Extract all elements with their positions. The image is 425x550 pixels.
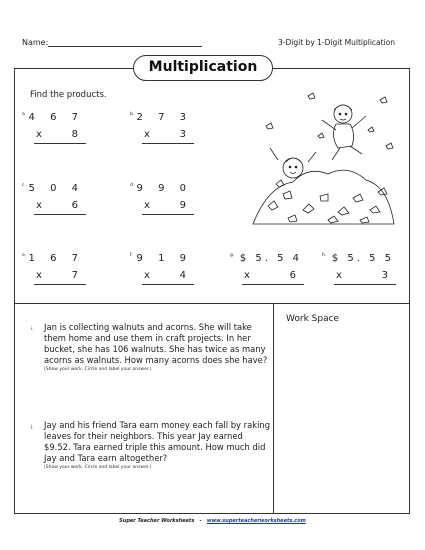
problem-multiplier: 6 [289, 270, 302, 281]
problem-label: g. [230, 253, 235, 258]
problem-b [130, 112, 200, 160]
problem-d [130, 183, 200, 231]
footer-url-link[interactable]: www.superteacherworksheets.com [206, 518, 306, 524]
answer-line [34, 284, 86, 285]
problem-g [230, 253, 310, 301]
word-problem-i [31, 322, 271, 373]
times-sign: x [144, 270, 150, 281]
instructions: Find the products. [30, 90, 107, 100]
problem-multiplicand: 4 6 7 [28, 112, 84, 123]
answer-line [242, 284, 304, 285]
times-sign: x [36, 129, 42, 140]
times-sign: x [336, 270, 342, 281]
problem-c [22, 183, 92, 231]
answer-line [142, 143, 194, 144]
problem-multiplicand: 5 0 4 [28, 183, 84, 194]
section-divider-vertical [273, 303, 274, 514]
word-problem-note: (Show your work. Circle and label your answer.) [44, 367, 152, 372]
worksheet-subtitle: 3-Digit by 1-Digit Multiplication [278, 38, 395, 47]
times-sign: x [36, 270, 42, 281]
name-line[interactable] [48, 46, 202, 47]
times-sign: x [244, 270, 250, 281]
problem-label: d. [130, 183, 135, 188]
word-problem-j [31, 420, 271, 471]
problem-label: a. [22, 112, 27, 117]
times-sign: x [36, 200, 42, 211]
problem-multiplier: 6 [71, 200, 84, 211]
problem-label: b. [130, 112, 135, 117]
problem-multiplier: 8 [71, 129, 84, 140]
answer-line [34, 214, 86, 215]
word-problem-label: j. [31, 425, 34, 430]
problem-multiplicand: $ 5. 5 5 [331, 253, 394, 264]
footer [0, 518, 425, 524]
word-problem-label: i. [31, 327, 34, 332]
leaf-pile-illustration [248, 86, 398, 236]
name-label: Name: [22, 38, 49, 47]
problem-multiplicand: 9 9 0 [136, 183, 192, 194]
word-problem-note: (Show your work. Circle and label your answer.) [44, 465, 152, 470]
footer-separator: - [199, 518, 202, 524]
problem-label: e. [22, 253, 27, 258]
problem-multiplicand: $ 5. 5 4 [239, 253, 302, 264]
problem-e [22, 253, 92, 301]
word-problem-text: Jan is collecting walnuts and acorns. She will take them home and use them in craft projects. In her bucket, she has 106 walnuts. She has twice as many acorns as walnuts. How many acorns does she have? [44, 322, 268, 365]
problem-label: c. [22, 183, 26, 188]
problem-multiplier: 9 [179, 200, 192, 211]
work-space-label: Work Space [286, 314, 340, 324]
problem-label: f. [130, 253, 133, 258]
answer-line [142, 284, 194, 285]
answer-line [334, 284, 396, 285]
problem-multiplier: 7 [71, 270, 84, 281]
problem-multiplier: 3 [179, 129, 192, 140]
problem-a [22, 112, 92, 160]
problem-multiplier: 3 [381, 270, 394, 281]
page-title: Multiplication [133, 55, 273, 81]
problem-multiplier: 4 [179, 270, 192, 281]
problem-f [130, 253, 200, 301]
answer-line [34, 143, 86, 144]
times-sign: x [144, 129, 150, 140]
section-divider-horizontal [14, 303, 410, 304]
problem-h [322, 253, 402, 301]
problem-multiplicand: 9 1 9 [136, 253, 192, 264]
word-problem-text: Jay and his friend Tara earn money each fall by raking leaves for their neighbors. This year Jay earned $9.52. Tara earned triple this amount. How much did Jay and Tara earn altogether? [44, 420, 271, 463]
times-sign: x [144, 200, 150, 211]
footer-brand: Super Teacher Worksheets [119, 518, 195, 524]
problem-multiplicand: 2 7 3 [136, 112, 192, 123]
answer-line [142, 214, 194, 215]
problem-label: h. [322, 253, 327, 258]
problem-multiplicand: 1 6 7 [28, 253, 84, 264]
